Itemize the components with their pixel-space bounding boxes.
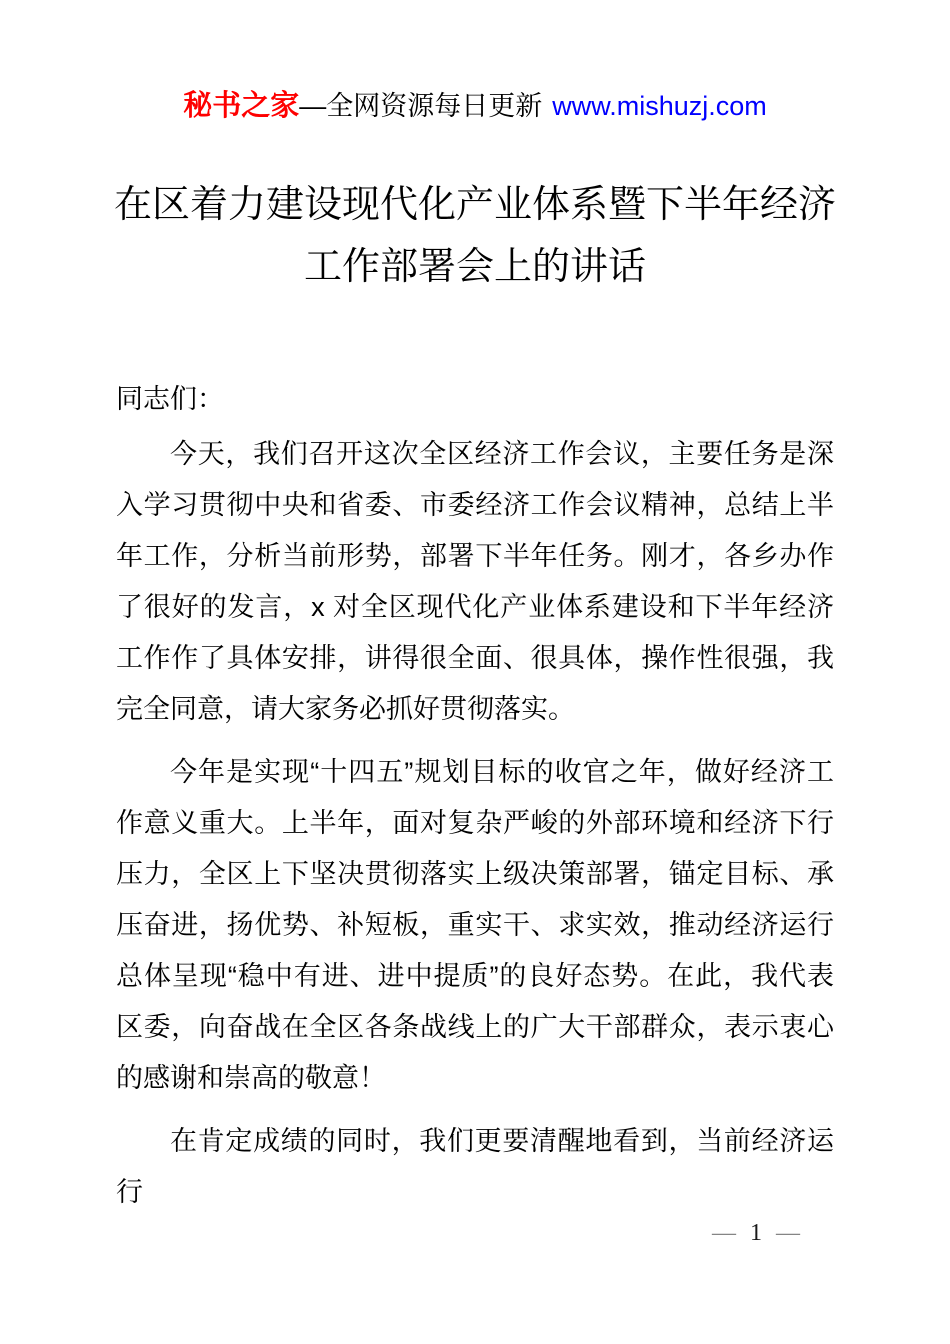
document-body [116, 374, 834, 1218]
site-header [0, 0, 950, 124]
paragraph-1: 今天，我们召开这次全区经济工作会议，主要任务是深入学习贯彻中央和省委、市委经济工作会议精神，总结上半年工作，分析当前形势，部署下半年任务。刚才，各乡办作了很好的发言，x 对全区现代化产业体系建设和下半年经济工作作了具体安排，讲得很全面、很具体，操作性很强，我完全同意，请大家务必抓好贯彻落实。 [116, 439, 834, 724]
title-line-2: 工作部署会上的讲话 [303, 246, 646, 288]
salutation: 同志们： [116, 384, 224, 414]
site-brand: 秘书之家 [183, 90, 300, 122]
page-number-value: 1 [750, 1220, 762, 1246]
title-line-1: 在区着力建设现代化产业体系暨下半年经济 [113, 184, 836, 226]
site-url-link[interactable]: www.mishuzj.com [552, 91, 767, 121]
page-number [712, 1218, 800, 1248]
paragraph-3: 在肯定成绩的同时，我们更要清醒地看到，当前经济运行 [116, 1126, 834, 1207]
header-separator: — [299, 91, 327, 121]
page-number-dash-left: — [712, 1220, 736, 1246]
paragraph-2: 今年是实现“十四五”规划目标的收官之年，做好经济工作意义重大。上半年，面对复杂严峻的外部环境和经济下行压力，全区上下坚决贯彻落实上级决策部署，锚定目标、承压奋进，扬优势、补短板，重实干、求实效，推动经济运行总体呈现“稳中有进、进中提质”的良好态势。在此，我代表区委，向奋战在全区各条战线上的广大干部群众，表示衷心的感谢和崇高的敬意！ [116, 757, 834, 1093]
page-number-dash-right: — [776, 1220, 800, 1246]
site-tagline: 全网资源每日更新 [326, 91, 543, 121]
document-title [0, 174, 950, 298]
